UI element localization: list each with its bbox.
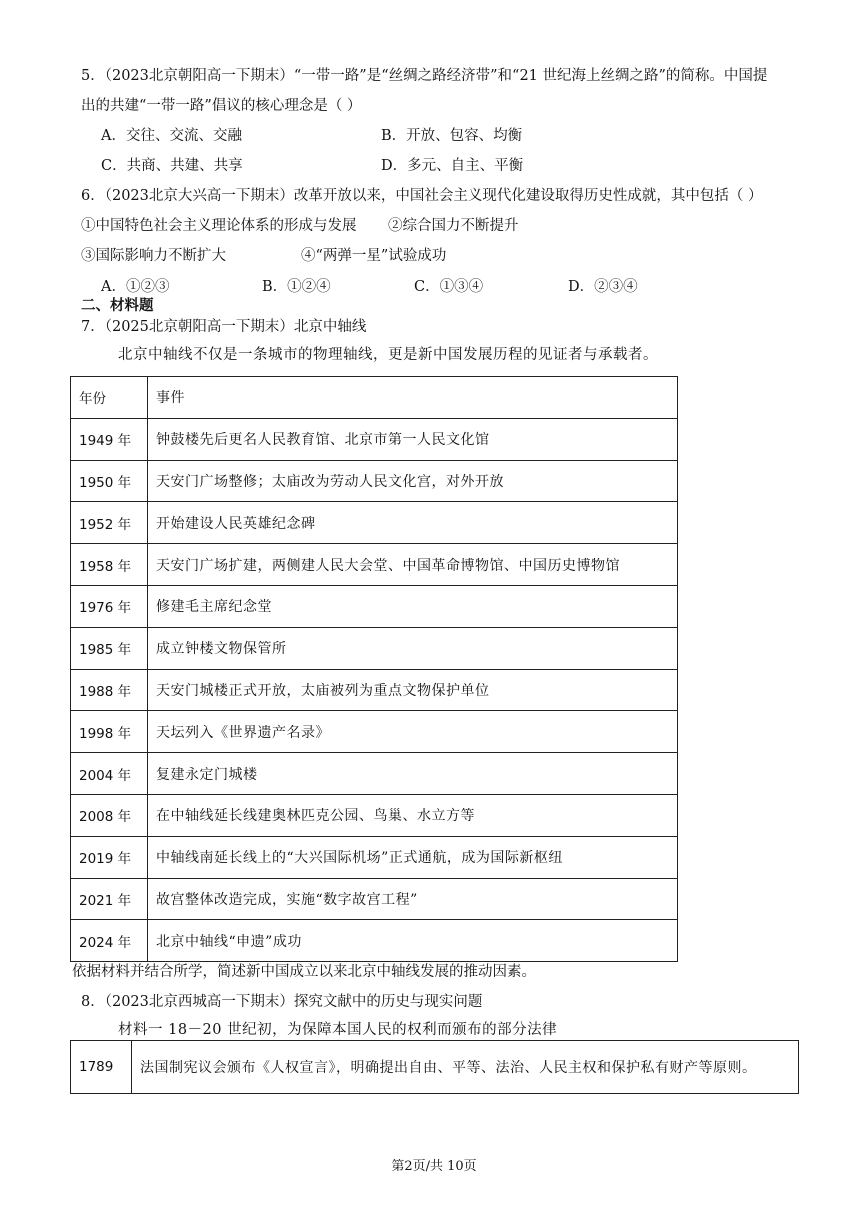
row-event: 开始建设人民英雄纪念碑	[148, 502, 678, 544]
table-row	[71, 711, 678, 753]
row-event: 天安门广场扩建，两侧建人民大会堂、中国革命博物馆、中国历史博物馆	[148, 544, 678, 586]
row-year: 2004 年	[71, 753, 148, 795]
header-event: 事件	[148, 377, 678, 419]
row-event: 钟鼓楼先后更名人民教育馆、北京市第一人民文化馆	[148, 418, 678, 460]
row-event: 天坛列入《世界遗产名录》	[148, 711, 678, 753]
row-event: 修建毛主席纪念堂	[148, 585, 678, 627]
q6-option-b: B．①②④	[262, 279, 331, 295]
q6-item-1: ①中国特色社会主义理论体系的形成与发展	[81, 218, 357, 234]
q8-title: 8．（2023北京西城高一下期末）探究文献中的历史与现实问题	[81, 994, 483, 1010]
q7-question: 依据材料并结合所学，简述新中国成立以来北京中轴线发展的推动因素。	[72, 964, 536, 980]
row-event: 在中轴线延长线建奥林匹克公园、鸟巢、水立方等	[148, 794, 678, 836]
table-row	[71, 627, 678, 669]
q6-option-a: A．①②③	[101, 279, 170, 295]
table-row	[71, 502, 678, 544]
table-header-row	[71, 377, 678, 419]
table-row	[71, 878, 678, 920]
q6-item-4: ④“两弹一星”试验成功	[301, 248, 447, 264]
q5-option-a: A．交往、交流、交融	[101, 128, 242, 144]
row-event: 故宫整体改造完成，实施“数字故宫工程”	[148, 878, 678, 920]
row-event: 天安门广场整修；太庙改为劳动人民文化宫，对外开放	[148, 460, 678, 502]
q5-stem-line1: 5．（2023北京朝阳高一下期末）“一带一路”是“丝绸之路经济带”和“21 世纪海上丝绸之路”的简称。中国提	[81, 68, 768, 84]
row-year: 2024 年	[71, 920, 148, 962]
q6-item-2: ②综合国力不断提升	[388, 218, 519, 234]
table-row	[71, 418, 678, 460]
axis-events-table	[70, 376, 678, 962]
row-year: 1988 年	[71, 669, 148, 711]
table-row	[71, 836, 678, 878]
q6-option-d: D．②③④	[568, 279, 638, 295]
q6-option-c: C．①③④	[414, 279, 484, 295]
row-year: 1958 年	[71, 544, 148, 586]
q8-material-1: 材料一 18－20 世纪初，为保障本国人民的权利而颁布的部分法律	[118, 1022, 558, 1038]
row-event: 北京中轴线“申遗”成功	[148, 920, 678, 962]
row-event: 复建永定门城楼	[148, 753, 678, 795]
table-row	[71, 544, 678, 586]
row-event: 天安门城楼正式开放，太庙被列为重点文物保护单位	[148, 669, 678, 711]
header-year: 年份	[71, 377, 148, 419]
table-row	[71, 753, 678, 795]
table-row	[71, 920, 678, 962]
row-event: 法国制宪议会颁布《人权宣言》，明确提出自由、平等、法治、人民主权和保护私有财产等原则。	[132, 1041, 799, 1094]
row-year: 2019 年	[71, 836, 148, 878]
page-footer: 第2页/共 10页	[391, 1159, 477, 1174]
row-year: 2008 年	[71, 794, 148, 836]
row-year: 1998 年	[71, 711, 148, 753]
q7-title: 7．（2025北京朝阳高一下期末）北京中轴线	[81, 319, 367, 335]
law-table	[70, 1040, 799, 1094]
row-year: 1976 年	[71, 585, 148, 627]
q5-option-d: D．多元、自主、平衡	[381, 158, 524, 174]
table-row	[71, 1041, 799, 1094]
table-row	[71, 460, 678, 502]
row-event: 成立钟楼文物保管所	[148, 627, 678, 669]
q5-option-b: B．开放、包容、均衡	[381, 128, 523, 144]
row-year: 2021 年	[71, 878, 148, 920]
q7-intro: 北京中轴线不仅是一条城市的物理轴线，更是新中国发展历程的见证者与承载者。	[118, 347, 658, 363]
table-row	[71, 794, 678, 836]
q5-stem-line2: 出的共建“一带一路”倡议的核心理念是（ ）	[81, 98, 362, 114]
table-row	[71, 669, 678, 711]
row-year: 1985 年	[71, 627, 148, 669]
row-year: 1950 年	[71, 460, 148, 502]
q6-stem: 6．（2023北京大兴高一下期末）改革开放以来，中国社会主义现代化建设取得历史性成就，其中包括（ ）	[81, 188, 763, 204]
q6-item-3: ③国际影响力不断扩大	[81, 248, 226, 264]
row-year: 1952 年	[71, 502, 148, 544]
row-year: 1789	[71, 1041, 132, 1094]
table-row	[71, 585, 678, 627]
section-heading: 二、材料题	[81, 298, 154, 314]
q5-option-c: C．共商、共建、共享	[101, 158, 243, 174]
row-year: 1949 年	[71, 418, 148, 460]
row-event: 中轴线南延长线上的“大兴国际机场”正式通航，成为国际新枢纽	[148, 836, 678, 878]
